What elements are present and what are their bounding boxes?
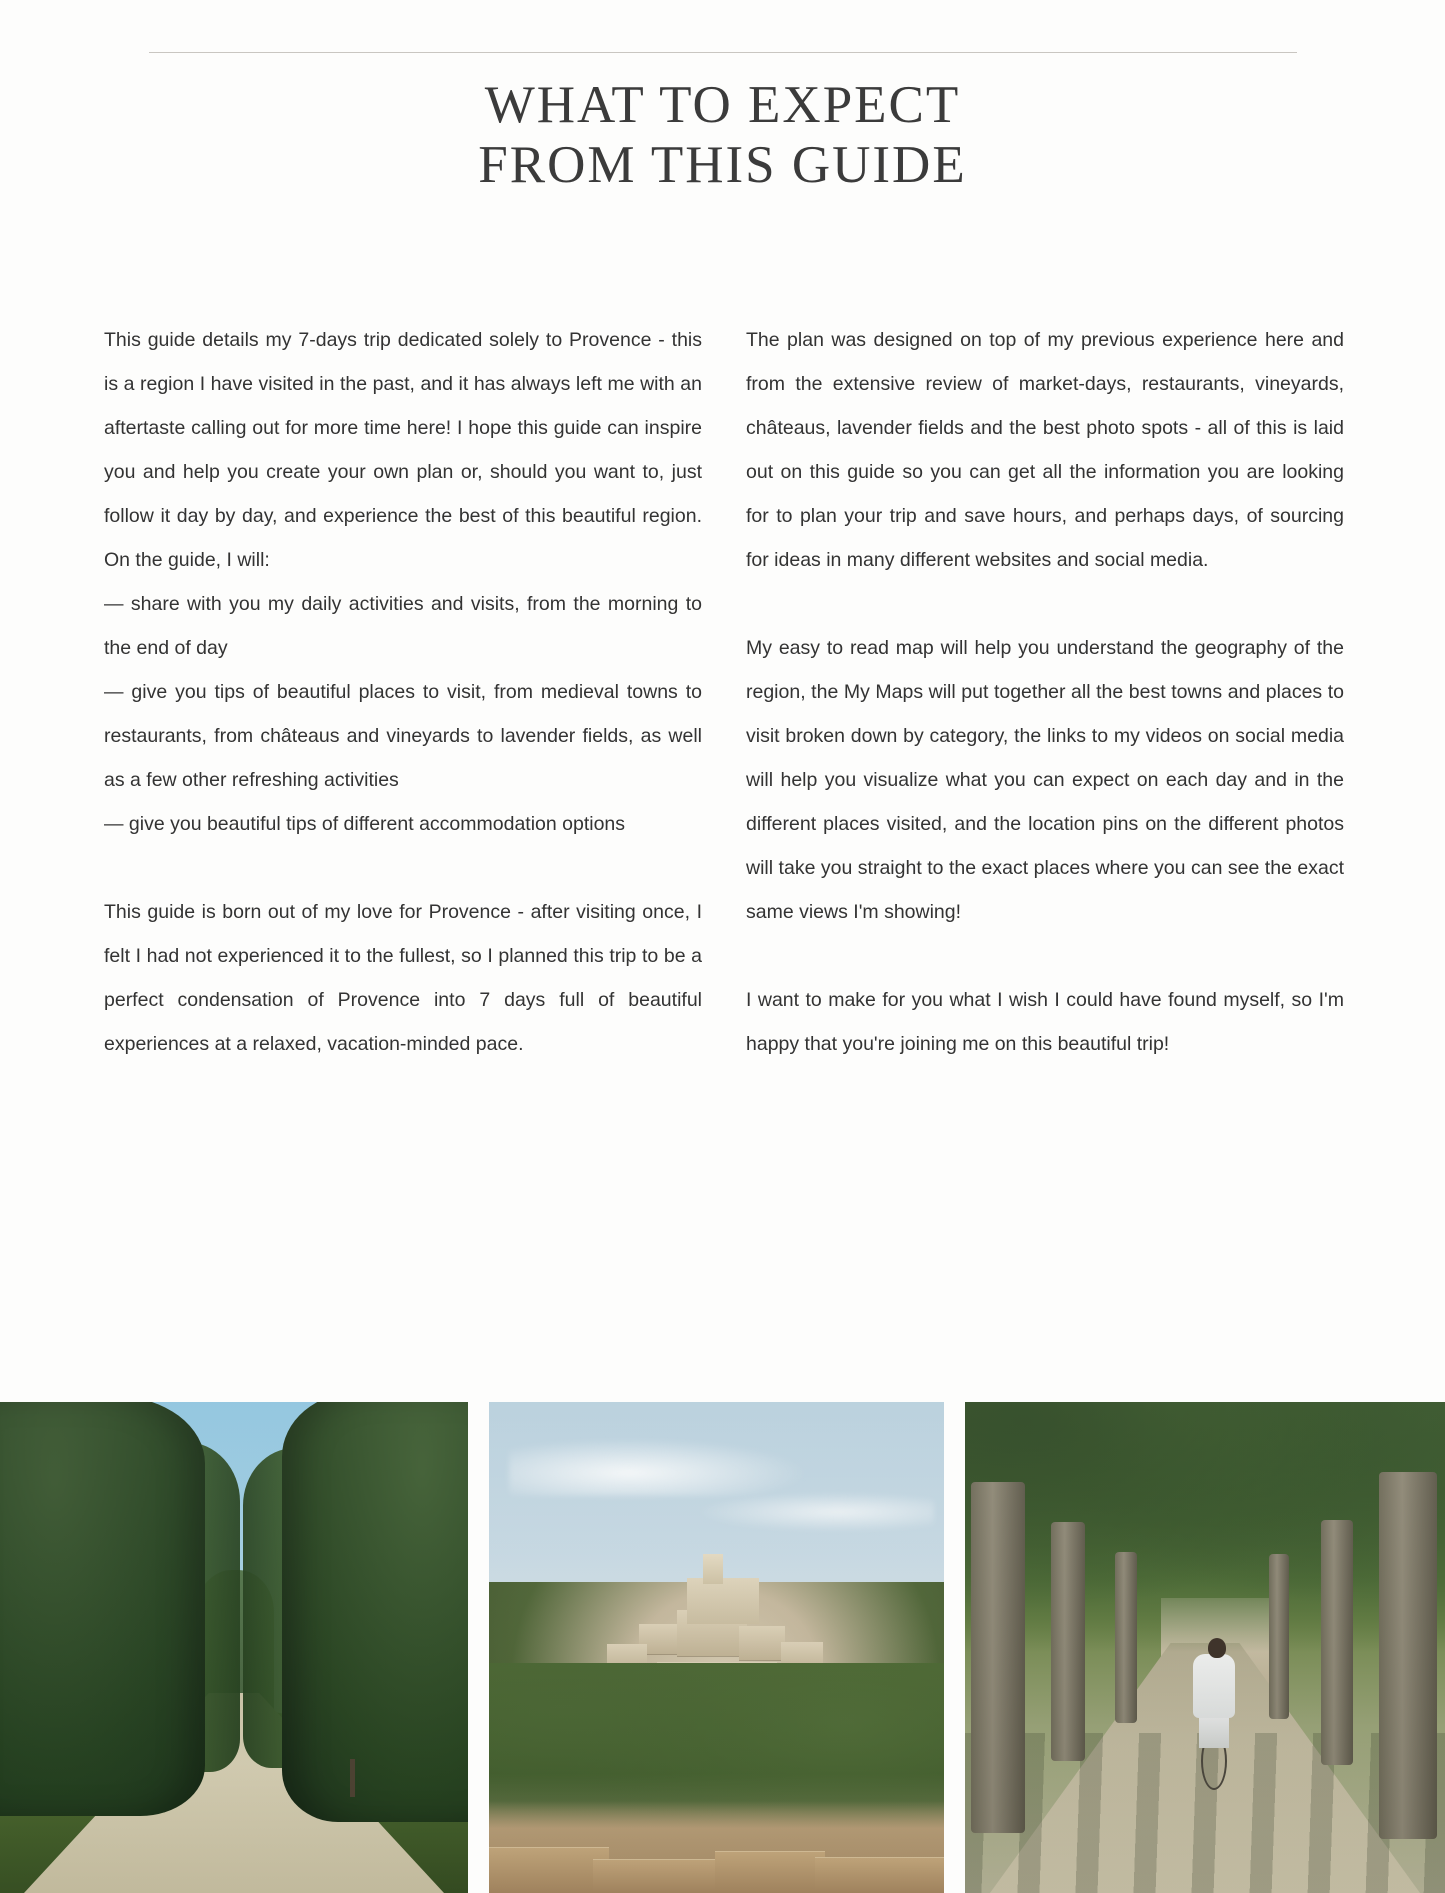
plane-tree-avenue-cyclist-photo [965, 1402, 1445, 1893]
page-title-line-1: WHAT TO EXPECT [484, 76, 961, 134]
photo-strip [0, 1402, 1445, 1893]
cloud [509, 1438, 809, 1496]
tree-trunk [1051, 1522, 1085, 1761]
tree-trunk [1269, 1554, 1289, 1719]
tree-trunk [971, 1482, 1025, 1833]
right-column [746, 318, 1344, 1066]
rooftop [715, 1851, 825, 1893]
page-title [0, 75, 1445, 196]
header-divider [149, 52, 1297, 53]
paragraph: — give you beautiful tips of different accommodation options [104, 813, 626, 835]
paragraph: — give you tips of beautiful places to visit, from medieval towns to restaurants, from châteaus and vineyards to lavender fields, as well as a few other refreshing activities [104, 681, 702, 791]
hilltop-village-photo [489, 1402, 944, 1893]
page-title-line-2: FROM THIS GUIDE [478, 136, 967, 195]
page-header [0, 0, 1445, 196]
paragraph: I want to make for you what I wish I could have found myself, so I'm happy that you're joining me on this beautiful trip! [746, 989, 1344, 1055]
church-tower [703, 1554, 723, 1584]
cyclist-legs [1199, 1714, 1229, 1748]
rooftop [489, 1847, 609, 1893]
tree-trunk [1379, 1472, 1437, 1839]
paragraph: This guide details my 7-days trip dedicated solely to Provence - this is a region I have visited in the past, and it has always left me with an aftertaste calling out for more time here! I hope this guide can inspire you and help you create your own plan or, should you want to, just follow it day by day, and experience the best of this beautiful region. On the guide, I will: [104, 329, 702, 571]
rooftop [815, 1857, 944, 1893]
tree-trunk [1115, 1552, 1137, 1723]
paragraph: The plan was designed on top of my previous experience here and from the extensive review of market-days, restaurants, vineyards, châteaus, lavender fields and the best photo spots - all of this is laid out on this guide so you can get all the information you are looking for to plan your trip and save hours, and perhaps days, of sourcing for ideas in many different websites and social media. [746, 329, 1344, 571]
cypress-tree-alley-photo [0, 1402, 468, 1893]
building [739, 1626, 785, 1660]
tree-canopy [965, 1402, 1445, 1652]
cyclist-body [1193, 1654, 1235, 1718]
left-column [104, 318, 702, 1066]
foreground-rooftops [489, 1801, 944, 1893]
church-building [687, 1578, 759, 1624]
rooftop [593, 1859, 723, 1893]
cloud [694, 1492, 934, 1532]
body-columns [104, 318, 1344, 1066]
path-marker-post [350, 1759, 355, 1797]
cypress-row-right [282, 1402, 468, 1822]
cypress-row-left [0, 1402, 205, 1816]
tree-trunk [1321, 1520, 1353, 1765]
paragraph: My easy to read map will help you understand the geography of the region, the My Maps will put together all the best towns and places to visit broken down by category, the links to my videos on social media will help you visualize what you can expect on each day and in the different places visited, and the location pins on the different photos will take you straight to the exact places where you can see the exact same views I'm showing! [746, 637, 1344, 923]
paragraph: This guide is born out of my love for Provence - after visiting once, I felt I had not experienced it to the fullest, so I planned this trip to be a perfect condensation of Provence into 7 days full of beautiful experiences at a relaxed, vacation-minded pace. [104, 901, 702, 1055]
cyclist-head [1208, 1638, 1226, 1658]
paragraph: — share with you my daily activities and visits, from the morning to the end of day [104, 593, 702, 659]
